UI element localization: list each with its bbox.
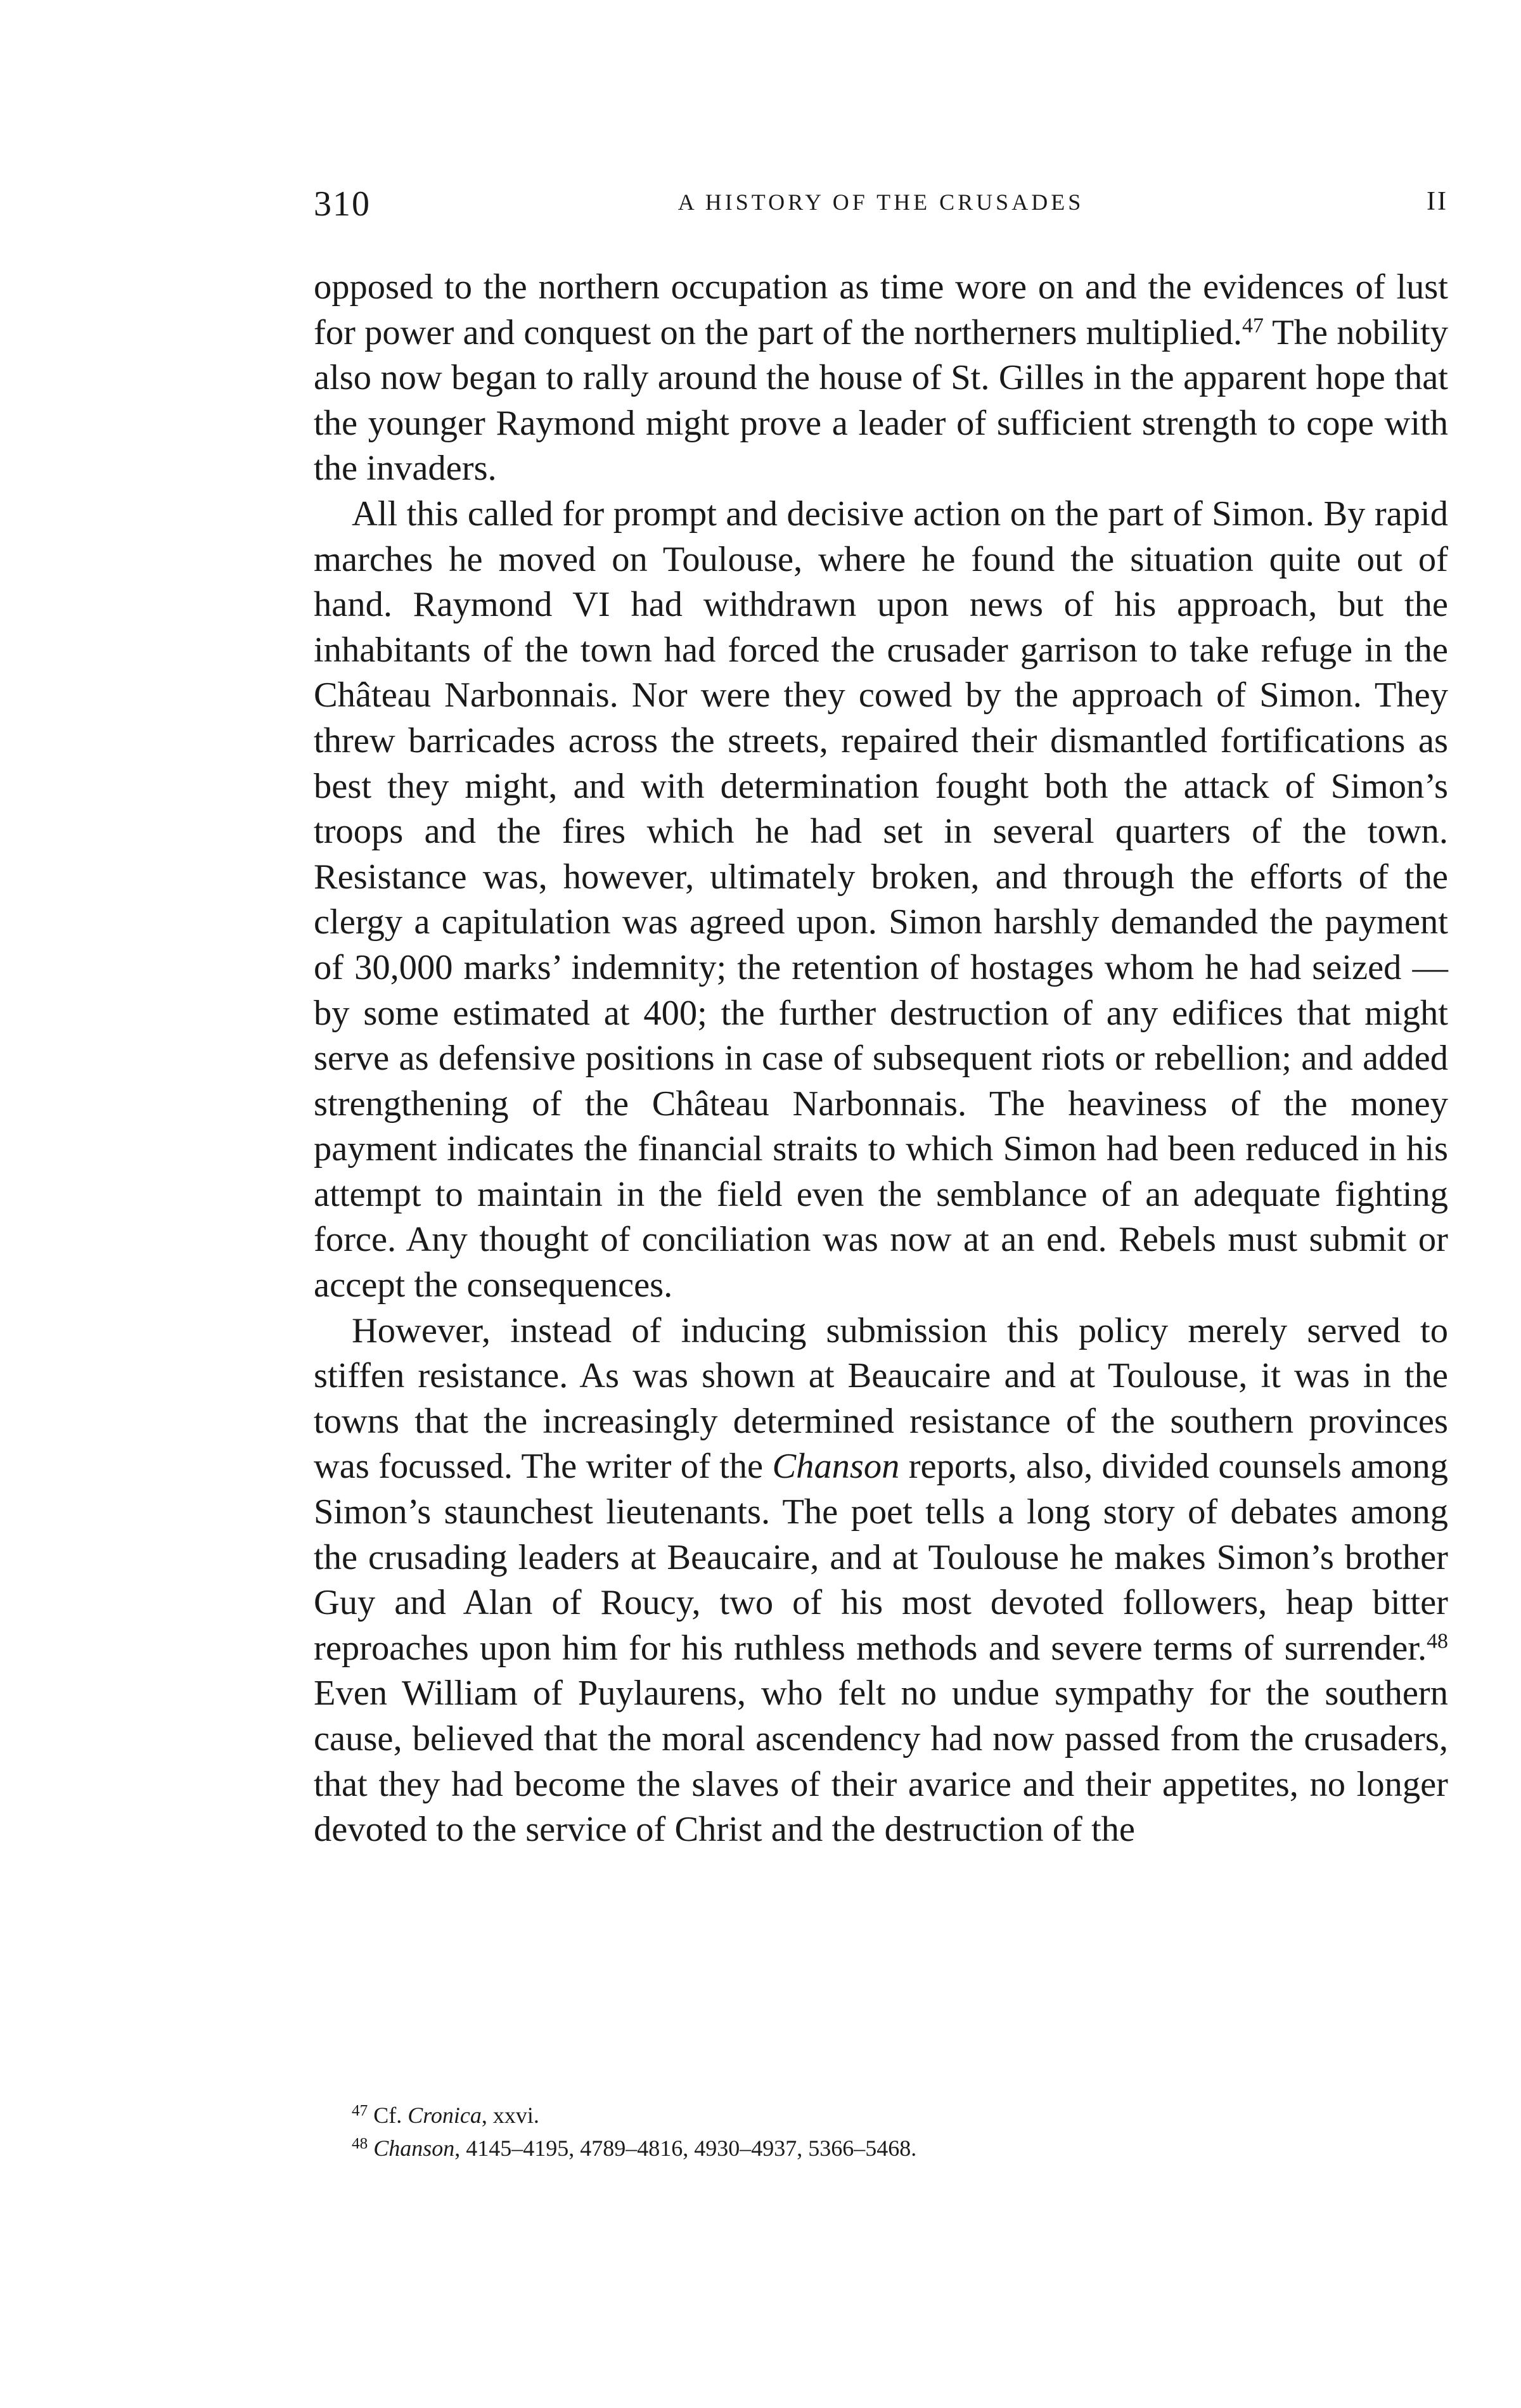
paragraph: [314, 1309, 1448, 1853]
text-run: The nobility also now began to rally around the house of St. Gilles in the apparent hope that the younger Raymond might prove a leader of sufficient strength to cope with the invaders.: [314, 312, 1448, 489]
footnote: [352, 2132, 1448, 2165]
body-text: [314, 265, 1448, 1853]
italic-title: Cronica: [408, 2103, 482, 2128]
text-run: However, instead of inducing submission this policy merely served to stiffen resistance. As was shown at Beaucaire and at Toulouse, it was in the towns that the increasingly determined resistance of the southern provinces was focussed. The writer of the: [314, 1310, 1448, 1487]
paragraph: [314, 492, 1448, 1309]
page-number: 310: [314, 184, 371, 224]
volume-number: II: [1427, 187, 1448, 216]
footnotes: [352, 2099, 1448, 2165]
text-run: All this called for prompt and decisive action on the part of Simon. By rapid marches he moved on Toulouse, where he found the situation quite out of hand. Raymond VI had withdrawn upon news of his approach, but the inhabitants of the town had forced the crusader garrison to take refuge in the Château Narbonnais. Nor were they cowed by the approach of Simon. They threw barricades across the streets, repaired their dismantled fortifications as best they might, and with determination fought both the attack of Simon’s troops and the fires which he had set in several quarters of the town. Resistance was, however, ultimately broken, and through the efforts of the clergy a capitulation was agreed upon. Simon harshly demanded the payment of 30,000 marks’ indemnity; the retention of hostages whom he had seized — by some estimated at 400; the further destruction of any edifices that might serve as defensive positions in case of subsequent riots or rebellion; and added strengthening of the Château Narbonnais. The heaviness of the money payment indicates the financial straits to which Simon had been reduced in his attempt to maintain in the field even the semblance of an adequate fighting force. Any thought of conciliation was now at an end. Rebels must submit or accept the consequences.: [314, 494, 1448, 1305]
text-run: [368, 2136, 373, 2161]
running-title: A HISTORY OF THE CRUSADES: [677, 189, 1084, 215]
footnote-ref: 47: [352, 2102, 368, 2120]
footnote-ref: 48: [1427, 1629, 1448, 1653]
footnote: [352, 2099, 1448, 2132]
text-run: opposed to the northern occupation as time wore on and the evidences of lust for power and conquest on the part of the northerners multiplied.: [314, 267, 1448, 352]
text-run: , 4145–4195, 4789–4816, 4930–4937, 5366–5468.: [454, 2136, 917, 2161]
text-run: Cf.: [368, 2103, 408, 2128]
text-run: Even William of Puylaurens, who felt no undue sympathy for the southern cause, believed that the moral ascendency had now passed from the crusaders, that they had become the slaves of their avarice and their appetites, no longer devoted to the service of Christ and the destruction of the: [314, 1674, 1448, 1850]
italic-title: Chanson: [373, 2136, 455, 2161]
text-run: , xxvi.: [481, 2103, 539, 2128]
italic-title: Chanson: [772, 1447, 900, 1487]
running-head: [314, 184, 1448, 222]
footnote-ref: 48: [352, 2135, 368, 2153]
paragraph: [314, 265, 1448, 492]
text-run: reports, also, divided counsels among Simon’s staunchest lieutenants. The poet tells a long story of debates among the crusading leaders at Beaucaire, and at Toulouse he makes Simon’s brother Guy and Alan of Roucy, two of his most devoted followers, heap bitter reproaches upon him for his ruthless methods and severe terms of surrender.: [314, 1447, 1448, 1668]
footnote-ref: 47: [1242, 313, 1264, 337]
